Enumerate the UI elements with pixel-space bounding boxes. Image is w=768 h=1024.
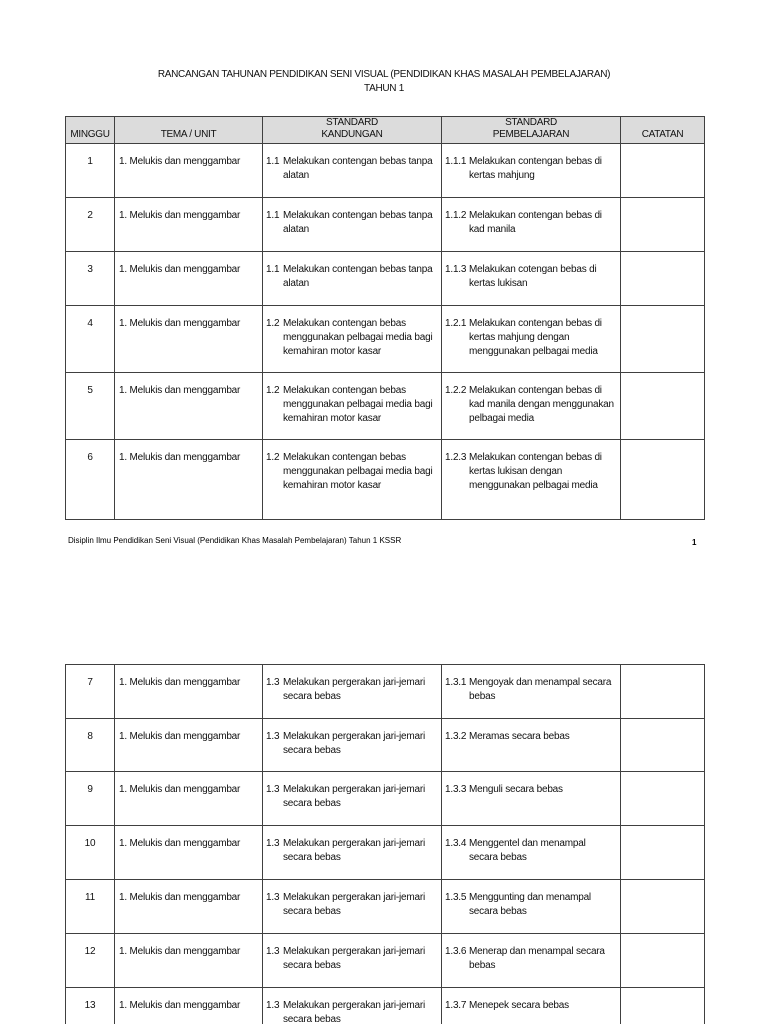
table-row	[66, 934, 705, 988]
learning-standard-cell	[442, 880, 621, 934]
week-number-cell: 8	[66, 719, 115, 772]
table-row	[66, 198, 705, 252]
table-row	[66, 252, 705, 306]
header-minggu-label: MINGGU	[70, 129, 110, 140]
content-standard-code: 1.2	[266, 452, 280, 463]
table-row	[66, 373, 705, 440]
document-subtitle: TAHUN 1	[364, 83, 404, 94]
theme-unit-cell: 1. Melukis dan menggambar	[115, 306, 263, 373]
table-header-row	[66, 117, 705, 144]
theme-unit-cell: 1. Melukis dan menggambar	[115, 198, 263, 252]
learning-standard-text: Melakukan cotengan bebas di kertas lukisan	[469, 264, 597, 289]
content-standard-cell	[263, 719, 442, 772]
notes-cell	[621, 988, 705, 1024]
notes-cell	[621, 252, 705, 306]
learning-standard-code: 1.3.5	[445, 892, 467, 903]
page-footer: Disiplin Ilmu Pendidikan Seni Visual (Pendidikan Khas Masalah Pembelajaran) Tahun 1 KSSR	[68, 536, 402, 545]
learning-standard-text: Melakukan contengan bebas di kertas mahjung dengan menggunakan pelbagai media	[469, 318, 602, 357]
notes-cell	[621, 826, 705, 880]
header-tema-unit-label: TEMA / UNIT	[160, 129, 217, 140]
content-standard-cell	[263, 988, 442, 1024]
week-number-cell: 10	[66, 826, 115, 880]
learning-standard-text: Menerap dan menampal secara bebas	[469, 946, 605, 971]
table-row	[66, 988, 705, 1024]
notes-cell	[621, 440, 705, 520]
header-catatan	[621, 117, 705, 144]
content-standard-code: 1.2	[266, 385, 280, 396]
table-row	[66, 772, 705, 826]
theme-unit-cell: 1. Melukis dan menggambar	[115, 880, 263, 934]
week-number-cell: 2	[66, 198, 115, 252]
document-title: RANCANGAN TAHUNAN PENDIDIKAN SENI VISUAL (PENDIDIKAN KHAS MASALAH PEMBELAJARAN)	[157, 69, 611, 80]
content-standard-text: Melakukan pergerakan jari-jemari secara bebas	[283, 677, 425, 702]
content-standard-code: 1.3	[266, 1000, 280, 1011]
week-number-cell: 6	[66, 440, 115, 520]
learning-standard-cell	[442, 144, 621, 198]
content-standard-text: Melakukan contengan bebas menggunakan pelbagai media bagi kemahiran motor kasar	[283, 452, 433, 491]
table-row	[66, 826, 705, 880]
header-standard-kandungan	[263, 117, 442, 144]
learning-standard-cell	[442, 772, 621, 826]
header-standard-kandungan-label: STANDARD KANDUNGAN	[321, 117, 383, 140]
content-standard-code: 1.1	[266, 210, 280, 221]
learning-standard-text: Mengoyak dan menampal secara bebas	[469, 677, 612, 702]
content-standard-text: Melakukan contengan bebas tanpa alatan	[283, 210, 433, 235]
notes-cell	[621, 719, 705, 772]
content-standard-text: Melakukan contengan bebas menggunakan pelbagai media bagi kemahiran motor kasar	[283, 385, 433, 424]
week-number-cell: 7	[66, 665, 115, 719]
week-number-cell: 9	[66, 772, 115, 826]
content-standard-cell	[263, 665, 442, 719]
week-number-cell: 11	[66, 880, 115, 934]
content-standard-code: 1.3	[266, 892, 280, 903]
learning-standard-text: Menggentel dan menampal secara bebas	[469, 838, 586, 863]
content-standard-cell	[263, 198, 442, 252]
content-standard-text: Melakukan contengan bebas menggunakan pelbagai media bagi kemahiran motor kasar	[283, 318, 433, 357]
content-standard-code: 1.1	[266, 264, 280, 275]
content-standard-text: Melakukan pergerakan jari-jemari secara bebas	[283, 892, 425, 917]
week-number-cell: 12	[66, 934, 115, 988]
content-standard-cell	[263, 144, 442, 198]
content-standard-text: Melakukan pergerakan jari-jemari secara bebas	[283, 784, 425, 809]
week-number-cell: 4	[66, 306, 115, 373]
theme-unit-cell: 1. Melukis dan menggambar	[115, 772, 263, 826]
content-standard-cell	[263, 306, 442, 373]
learning-standard-code: 1.3.2	[445, 731, 467, 742]
week-number-cell: 13	[66, 988, 115, 1024]
theme-unit-cell: 1. Melukis dan menggambar	[115, 988, 263, 1024]
learning-standard-cell	[442, 665, 621, 719]
learning-standard-cell	[442, 373, 621, 440]
learning-standard-text: Menggunting dan menampal secara bebas	[469, 892, 591, 917]
theme-unit-cell: 1. Melukis dan menggambar	[115, 440, 263, 520]
table-row	[66, 144, 705, 198]
learning-standard-code: 1.1.3	[445, 264, 467, 275]
header-standard-pembelajaran	[442, 117, 621, 144]
content-standard-cell	[263, 934, 442, 988]
header-catatan-label: CATATAN	[641, 129, 684, 140]
content-standard-cell	[263, 373, 442, 440]
notes-cell	[621, 934, 705, 988]
annual-plan-table	[65, 116, 705, 520]
learning-standard-code: 1.3.1	[445, 677, 467, 688]
content-standard-text: Melakukan pergerakan jari-jemari secara bebas	[283, 838, 425, 863]
content-standard-cell	[263, 772, 442, 826]
learning-standard-text: Meramas secara bebas	[469, 731, 570, 742]
learning-standard-code: 1.1.1	[445, 156, 467, 167]
learning-standard-cell	[442, 440, 621, 520]
week-number-cell: 3	[66, 252, 115, 306]
theme-unit-cell: 1. Melukis dan menggambar	[115, 665, 263, 719]
learning-standard-cell	[442, 306, 621, 373]
week-number-cell: 1	[66, 144, 115, 198]
content-standard-text: Melakukan contengan bebas tanpa alatan	[283, 264, 433, 289]
theme-unit-cell: 1. Melukis dan menggambar	[115, 719, 263, 772]
notes-cell	[621, 665, 705, 719]
notes-cell	[621, 306, 705, 373]
learning-standard-text: Menepek secara bebas	[469, 1000, 569, 1011]
header-minggu	[66, 117, 115, 144]
learning-standard-text: Menguli secara bebas	[469, 784, 563, 795]
table-row	[66, 719, 705, 772]
table-row	[66, 880, 705, 934]
theme-unit-cell: 1. Melukis dan menggambar	[115, 252, 263, 306]
page-number: 1	[692, 538, 697, 547]
learning-standard-code: 1.3.3	[445, 784, 467, 795]
learning-standard-code: 1.2.1	[445, 318, 467, 329]
document-title-block	[0, 68, 768, 96]
theme-unit-cell: 1. Melukis dan menggambar	[115, 826, 263, 880]
content-standard-text: Melakukan pergerakan jari-jemari secara bebas	[283, 1000, 425, 1024]
learning-standard-code: 1.3.6	[445, 946, 467, 957]
learning-standard-code: 1.3.4	[445, 838, 467, 849]
content-standard-text: Melakukan contengan bebas tanpa alatan	[283, 156, 433, 181]
learning-standard-text: Melakukan contengan bebas di kertas lukisan dengan menggunakan pelbagai media	[469, 452, 602, 491]
content-standard-text: Melakukan pergerakan jari-jemari secara bebas	[283, 946, 425, 971]
learning-standard-text: Melakukan contengan bebas di kad manila	[469, 210, 602, 235]
content-standard-code: 1.3	[266, 677, 280, 688]
theme-unit-cell: 1. Melukis dan menggambar	[115, 144, 263, 198]
learning-standard-code: 1.2.3	[445, 452, 467, 463]
content-standard-cell	[263, 826, 442, 880]
content-standard-code: 1.3	[266, 946, 280, 957]
notes-cell	[621, 880, 705, 934]
content-standard-code: 1.2	[266, 318, 280, 329]
table-row	[66, 665, 705, 719]
table-body	[66, 144, 705, 520]
notes-cell	[621, 144, 705, 198]
theme-unit-cell: 1. Melukis dan menggambar	[115, 373, 263, 440]
notes-cell	[621, 373, 705, 440]
learning-standard-cell	[442, 252, 621, 306]
learning-standard-text: Melakukan contengan bebas di kertas mahjung	[469, 156, 602, 181]
content-standard-code: 1.3	[266, 731, 280, 742]
table-row	[66, 306, 705, 373]
content-standard-cell	[263, 440, 442, 520]
table-body-continued	[66, 665, 705, 1024]
learning-standard-code: 1.1.2	[445, 210, 467, 221]
learning-standard-cell	[442, 934, 621, 988]
learning-standard-cell	[442, 198, 621, 252]
learning-standard-code: 1.2.2	[445, 385, 467, 396]
header-tema-unit	[115, 117, 263, 144]
theme-unit-cell: 1. Melukis dan menggambar	[115, 934, 263, 988]
annual-plan-table-continued	[65, 664, 705, 1024]
notes-cell	[621, 198, 705, 252]
content-standard-cell	[263, 252, 442, 306]
learning-standard-text: Melakukan contengan bebas di kad manila dengan menggunakan pelbagai media	[469, 385, 614, 424]
table-row	[66, 440, 705, 520]
learning-standard-cell	[442, 988, 621, 1024]
header-standard-pembelajaran-label: STANDARD PEMBELAJARAN	[492, 117, 570, 140]
notes-cell	[621, 772, 705, 826]
content-standard-code: 1.1	[266, 156, 280, 167]
learning-standard-cell	[442, 719, 621, 772]
content-standard-cell	[263, 880, 442, 934]
learning-standard-code: 1.3.7	[445, 1000, 467, 1011]
content-standard-text: Melakukan pergerakan jari-jemari secara bebas	[283, 731, 425, 756]
week-number-cell: 5	[66, 373, 115, 440]
content-standard-code: 1.3	[266, 784, 280, 795]
learning-standard-cell	[442, 826, 621, 880]
content-standard-code: 1.3	[266, 838, 280, 849]
